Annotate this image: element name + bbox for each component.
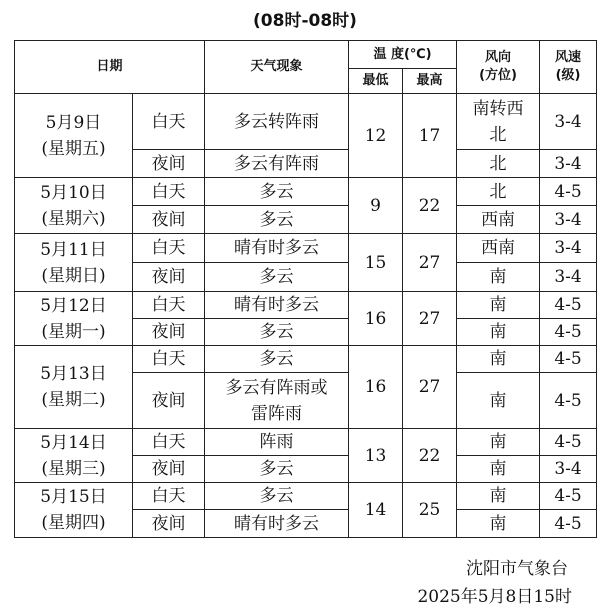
- header-high: 最高: [403, 69, 457, 94]
- weather-cell: 晴有时多云: [205, 292, 349, 319]
- wind-direction-cell: 南: [457, 346, 540, 373]
- period-cell: 白天: [133, 178, 205, 206]
- weather-cell: 多云: [205, 178, 349, 206]
- period-cell: 夜间: [133, 150, 205, 178]
- table-row: [15, 178, 597, 206]
- wind-speed-cell: 4-5: [540, 429, 597, 456]
- issuer-name: 沈阳市气象台: [466, 559, 568, 579]
- wind-direction-cell: 西南: [457, 206, 540, 234]
- high-temp-cell: 22: [403, 178, 457, 234]
- wind-speed-cell: 3-4: [540, 234, 597, 263]
- wind-direction-cell: 南转西 北: [457, 94, 540, 150]
- header-row: [15, 41, 597, 69]
- header-low: 最低: [349, 69, 403, 94]
- date-cell: 5月14日 (星期三): [15, 429, 133, 483]
- low-temp-cell: 14: [349, 483, 403, 538]
- low-temp-cell: 13: [349, 429, 403, 483]
- wind-speed-cell: 4-5: [540, 292, 597, 319]
- low-temp-cell: 9: [349, 178, 403, 234]
- issue-date: 2025年5月8日15时: [417, 587, 572, 607]
- table-row: [15, 346, 597, 373]
- wind-direction-cell: 南: [457, 456, 540, 483]
- wind-speed-cell: 4-5: [540, 346, 597, 373]
- wind-speed-cell: 4-5: [540, 483, 597, 510]
- wind-speed-cell: 4-5: [540, 373, 597, 429]
- weather-cell: 晴有时多云: [205, 510, 349, 538]
- date-cell: 5月11日 (星期日): [15, 234, 133, 292]
- low-temp-cell: 15: [349, 234, 403, 292]
- wind-direction-cell: 南: [457, 429, 540, 456]
- period-cell: 白天: [133, 94, 205, 150]
- wind-speed-cell: 3-4: [540, 206, 597, 234]
- wind-speed-cell: 3-4: [540, 150, 597, 178]
- period-cell: 夜间: [133, 263, 205, 292]
- weather-cell: 多云: [205, 263, 349, 292]
- wind-speed-cell: 3-4: [540, 263, 597, 292]
- weather-cell: 多云: [205, 319, 349, 346]
- wind-direction-cell: 北: [457, 150, 540, 178]
- high-temp-cell: 25: [403, 483, 457, 538]
- header-wind-speed: 风速 (级): [540, 41, 597, 94]
- weather-cell: 多云: [205, 206, 349, 234]
- high-temp-cell: 22: [403, 429, 457, 483]
- high-temp-cell: 27: [403, 292, 457, 346]
- low-temp-cell: 12: [349, 94, 403, 178]
- wind-speed-cell: 3-4: [540, 456, 597, 483]
- wind-direction-cell: 北: [457, 178, 540, 206]
- table-subtitle: (08时-08时): [253, 11, 357, 31]
- wind-speed-cell: 4-5: [540, 178, 597, 206]
- period-cell: 夜间: [133, 456, 205, 483]
- weather-cell: 多云有阵雨: [205, 150, 349, 178]
- wind-speed-cell: 4-5: [540, 319, 597, 346]
- date-cell: 5月10日 (星期六): [15, 178, 133, 234]
- high-temp-cell: 17: [403, 94, 457, 178]
- table-row: [15, 234, 597, 263]
- weather-cell: 多云转阵雨: [205, 94, 349, 150]
- table-row: [15, 483, 597, 510]
- weather-cell: 多云: [205, 456, 349, 483]
- date-cell: 5月9日 (星期五): [15, 94, 133, 178]
- table-row: [15, 292, 597, 319]
- high-temp-cell: 27: [403, 234, 457, 292]
- table-row: [15, 429, 597, 456]
- weather-cell: 多云: [205, 483, 349, 510]
- period-cell: 夜间: [133, 373, 205, 429]
- period-cell: 白天: [133, 346, 205, 373]
- period-cell: 白天: [133, 483, 205, 510]
- header-wind-direction: 风向 (方位): [457, 41, 540, 94]
- wind-direction-cell: 南: [457, 373, 540, 429]
- date-cell: 5月12日 (星期一): [15, 292, 133, 346]
- low-temp-cell: 16: [349, 346, 403, 429]
- wind-direction-cell: 南: [457, 483, 540, 510]
- high-temp-cell: 27: [403, 346, 457, 429]
- period-cell: 夜间: [133, 510, 205, 538]
- wind-direction-cell: 南: [457, 263, 540, 292]
- weather-cell: 晴有时多云: [205, 234, 349, 263]
- table-row: [15, 94, 597, 150]
- weather-cell: 阵雨: [205, 429, 349, 456]
- period-cell: 夜间: [133, 319, 205, 346]
- header-weather: 天气现象: [205, 41, 349, 94]
- wind-direction-cell: 南: [457, 292, 540, 319]
- header-date: 日期: [15, 41, 205, 94]
- period-cell: 白天: [133, 429, 205, 456]
- header-temperature: 温 度(℃): [349, 41, 457, 69]
- date-cell: 5月15日 (星期四): [15, 483, 133, 538]
- weather-cell: 多云有阵雨或 雷阵雨: [205, 373, 349, 429]
- period-cell: 白天: [133, 234, 205, 263]
- wind-speed-cell: 4-5: [540, 510, 597, 538]
- wind-direction-cell: 西南: [457, 234, 540, 263]
- period-cell: 白天: [133, 292, 205, 319]
- forecast-table: [14, 40, 597, 538]
- date-cell: 5月13日 (星期二): [15, 346, 133, 429]
- wind-direction-cell: 南: [457, 510, 540, 538]
- weather-cell: 多云: [205, 346, 349, 373]
- low-temp-cell: 16: [349, 292, 403, 346]
- period-cell: 夜间: [133, 206, 205, 234]
- wind-speed-cell: 3-4: [540, 94, 597, 150]
- wind-direction-cell: 南: [457, 319, 540, 346]
